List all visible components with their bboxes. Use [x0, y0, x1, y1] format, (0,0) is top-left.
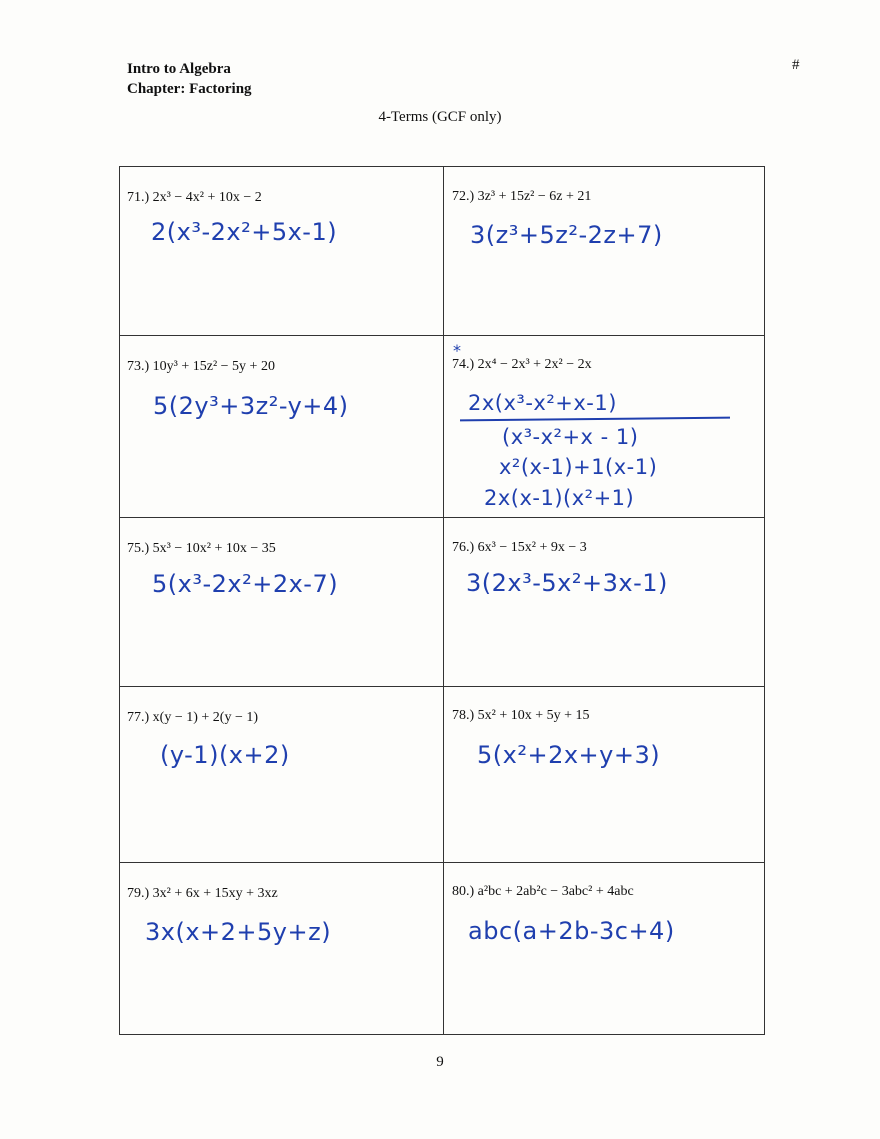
problem-74-work-line: (x³-x²+x - 1) [502, 425, 639, 449]
header [127, 59, 252, 99]
problem-80-label: 80.) a²bc + 2ab²c − 3abc² + 4abc [452, 884, 634, 899]
problem-80-answer: abc(a+2b-3c+4) [468, 917, 675, 945]
problem-75-answer: 5(x³-2x²+2x-7) [152, 570, 339, 598]
grid-divider [120, 862, 764, 863]
problem-74-work-line: 2x(x³-x²+x-1) [468, 391, 617, 415]
problem-73-label: 73.) 10y³ + 15z² − 5y + 20 [127, 359, 275, 374]
problem-76-answer: 3(2x³-5x²+3x-1) [466, 569, 668, 597]
problem-71-label: 71.) 2x³ − 4x² + 10x − 2 [127, 190, 262, 205]
grid-divider [120, 686, 764, 687]
chapter-title: Chapter: Factoring [127, 81, 252, 97]
star-mark: * [453, 341, 461, 360]
section-title: 4-Terms (GCF only) [378, 109, 502, 125]
problem-76-label: 76.) 6x³ − 15x² + 9x − 3 [452, 540, 587, 555]
course-title: Intro to Algebra [127, 61, 231, 77]
problem-72-answer: 3(z³+5z²-2z+7) [470, 221, 663, 249]
problem-78-answer: 5(x²+2x+y+3) [477, 741, 661, 769]
problem-77-answer: (y-1)(x+2) [160, 741, 290, 769]
problem-73-answer: 5(2y³+3z²-y+4) [153, 392, 349, 420]
problem-75-label: 75.) 5x³ − 10x² + 10x − 35 [127, 541, 276, 556]
number-sign: # [792, 57, 800, 73]
problem-74-label: 74.) 2x⁴ − 2x³ + 2x² − 2x [452, 357, 592, 372]
problem-74-work-line: x²(x-1)+1(x-1) [499, 455, 658, 479]
problem-79-answer: 3x(x+2+5y+z) [145, 918, 332, 946]
page-number: 9 [436, 1054, 444, 1070]
problem-79-label: 79.) 3x² + 6x + 15xy + 3xz [127, 886, 278, 901]
grid-divider [120, 335, 764, 336]
problem-78-label: 78.) 5x² + 10x + 5y + 15 [452, 708, 590, 723]
problem-71-answer: 2(x³-2x²+5x-1) [151, 218, 338, 246]
problem-grid [119, 166, 765, 1035]
problem-72-label: 72.) 3z³ + 15z² − 6z + 21 [452, 189, 592, 204]
problem-74-work-line: 2x(x-1)(x²+1) [484, 486, 635, 510]
grid-divider-vertical [443, 167, 444, 1034]
problem-77-label: 77.) x(y − 1) + 2(y − 1) [127, 710, 258, 725]
grid-divider [120, 517, 764, 518]
